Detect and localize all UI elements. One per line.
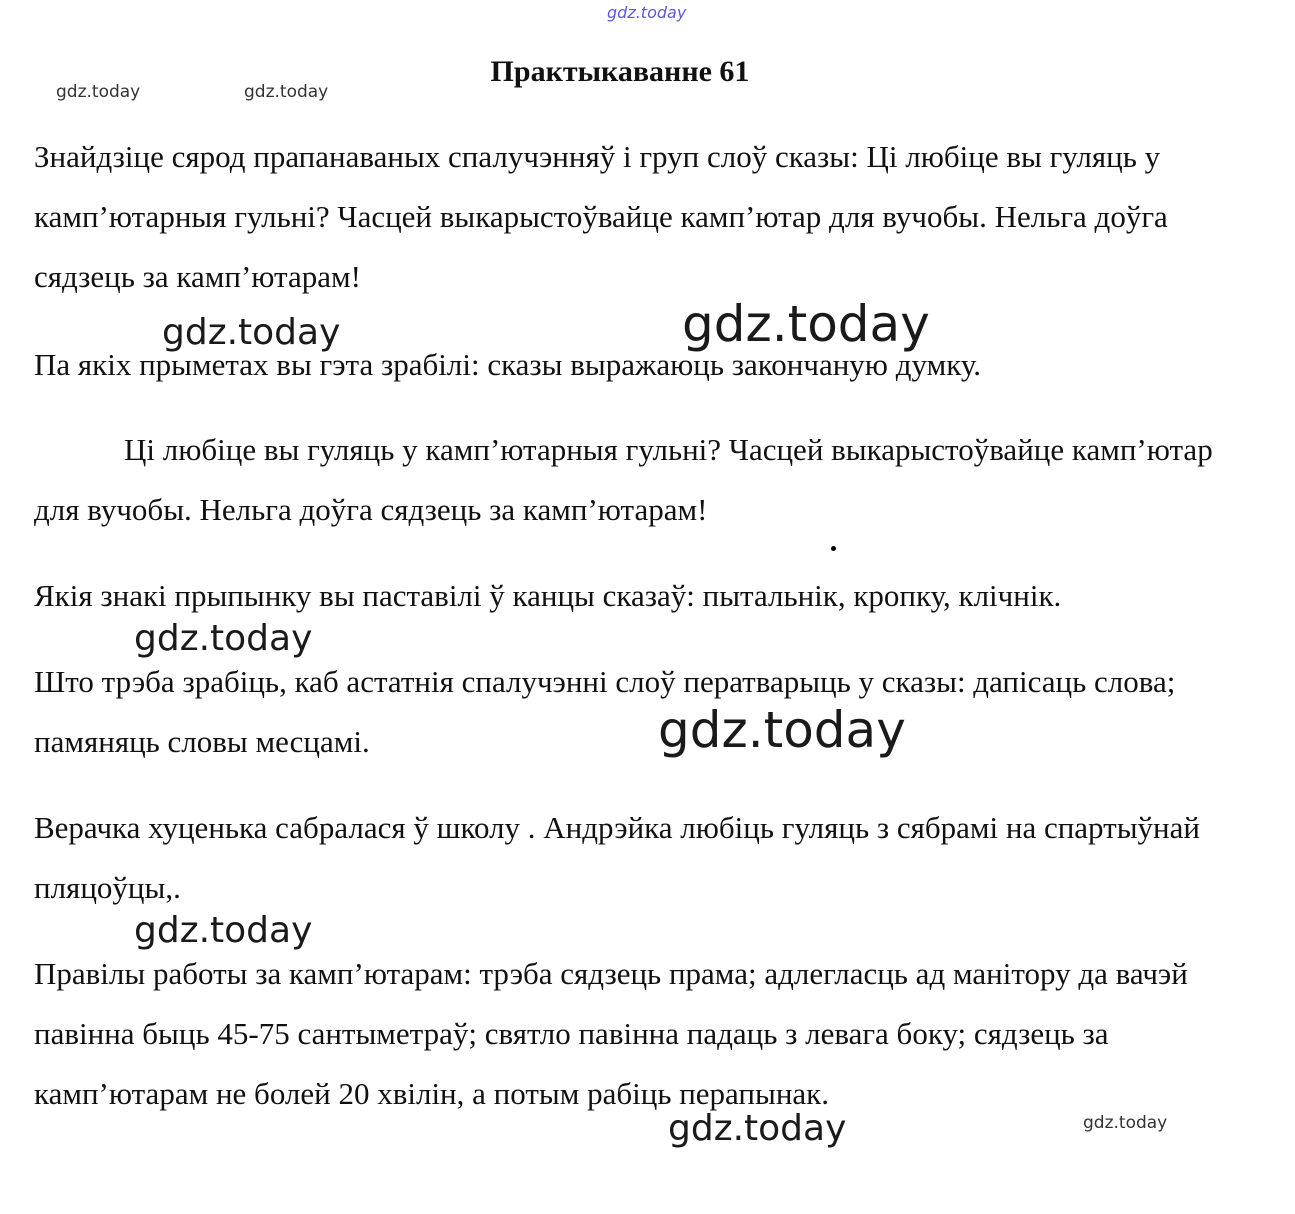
page-title: Практыкаванне 61 (490, 55, 750, 88)
paragraph-rules: Правілы работы за камп’ютарам: трэба сядзець прама; адлегласць ад манітору да вачэй павінна быць 45-75 сантыметраў; святло павінна падаць з левага боку; сядзець за камп’ютарам не болей 20 хвілін, а потым рабіць перапынак. (34, 956, 1188, 1111)
stray-dot (831, 546, 836, 551)
paragraph-task: Знайдзіце сярод прапанаваных спалучэнняў і груп слоў сказы: Ці любіце вы гуляць у камп’ютарныя гульні? Часцей выкарыстоўвайце камп’ютар для вучобы. Нельга доўга сядзець за камп’ютарам! (34, 139, 1168, 294)
watermark-large-1: gdz.today (682, 295, 930, 353)
paragraph-criteria: Па якіх прыметах вы гэта зрабілі: сказы выражаюць закончаную думку. (34, 347, 981, 382)
paragraph-transform: Што трэба зрабіць, каб астатнія спалучэнні слоў ператварыць у сказы: дапісаць слова; памяняць словы месцамі. (34, 664, 1176, 759)
watermark-small-2: gdz.today (244, 82, 329, 102)
watermark-medium-4: gdz.today (668, 1108, 847, 1149)
paragraph-sentences: Ці любіце вы гуляць у камп’ютарныя гульні? Часцей выкарыстоўвайце камп’ютар для вучобы. Нельга доўга сядзець за камп’ютарам! (34, 432, 1213, 527)
paragraph-punctuation: Якія знакі прыпынку вы паставілі ў канцы сказаў: пытальнік, кропку, клічнік. (34, 578, 1062, 613)
paragraph-examples: Верачка хуценька сабралася ў школу . Андрэйка любіць гуляць з сябрамі на спартыўнай пляцоўцы,. (34, 810, 1200, 905)
watermark-small-3: gdz.today (1083, 1113, 1168, 1133)
watermark-medium-3: gdz.today (134, 910, 313, 951)
watermark-small-1: gdz.today (56, 82, 141, 102)
watermark-large-2: gdz.today (658, 701, 906, 759)
watermark-medium-1: gdz.today (162, 312, 341, 353)
watermark-top: gdz.today (607, 3, 687, 22)
watermark-medium-2: gdz.today (134, 618, 313, 659)
